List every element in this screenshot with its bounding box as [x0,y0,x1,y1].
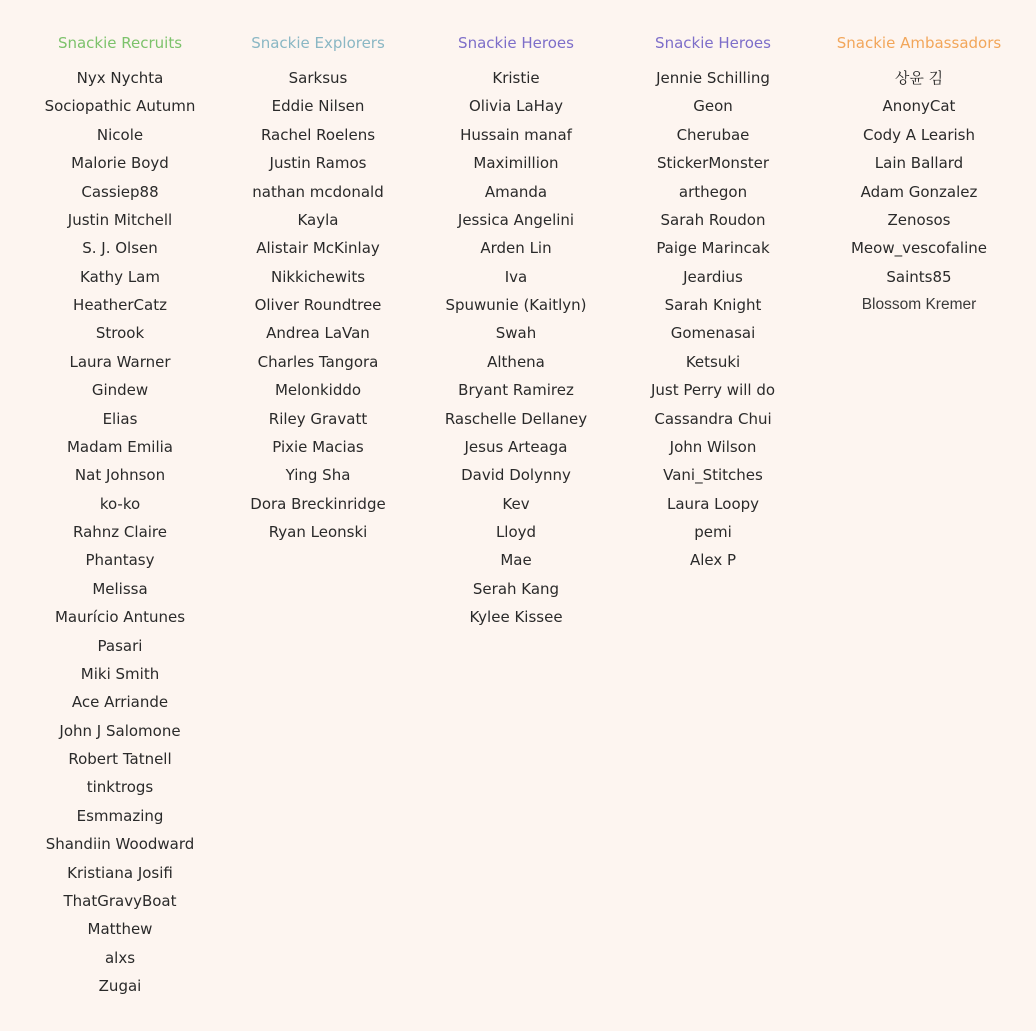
supporter-name: Jeardius [683,267,743,286]
supporter-name: Just Perry will do [650,381,776,400]
supporter-name: Strook [95,324,145,343]
supporter-name: Esmmazing [76,806,164,825]
supporter-name: Rahnz Claire [72,523,167,541]
supporter-name: Malorie Boyd [71,154,169,173]
column-snackie-heroes-1 [418,31,614,634]
supporter-name: Sociopathic Autumn [44,97,196,116]
supporter-name: Riley Gravatt [268,409,368,428]
supporter-name: Jennie Schilling [656,69,770,87]
supporter-name: StickerMonster [656,154,770,173]
name-list-explorers [220,66,416,548]
supporter-name: Iva [504,267,528,286]
supporter-name: Melissa [92,579,148,598]
column-title-explorers: Snackie Explorers [251,34,385,52]
supporter-name: Laura Warner [69,352,171,371]
supporter-name: Cassiep88 [81,182,159,201]
supporter-name: Amanda [484,182,548,201]
supporter-name: Pasari [97,636,143,655]
supporter-name: Gomenasai [670,324,756,343]
supporter-name: Zenosos [887,210,951,229]
supporter-name: Meow_vescofaline [850,239,987,258]
supporter-name: Kylee Kissee [469,608,563,627]
supporter-name: Kristiana Josifi [67,863,173,882]
supporter-name: Ace Arriande [71,693,169,712]
supporter-name: Melonkiddo [274,381,362,400]
supporter-name: Elias [102,409,138,428]
supporter-name: Laura Loopy [666,494,760,513]
supporter-name: Miki Smith [80,664,160,683]
supporter-name: Cody A Learish [862,125,976,144]
supporter-name: nathan mcdonald [252,182,384,201]
supporter-name: Dora Breckinridge [250,494,386,513]
supporter-name: Nicole [96,125,144,144]
column-title-recruits: Snackie Recruits [57,34,183,52]
supporter-name: Vani_Stitches [663,466,763,485]
supporter-name: Adam Gonzalez [860,182,978,201]
supporter-name: Kev [502,494,530,513]
supporter-name: Oliver Roundtree [254,296,382,314]
supporter-name: Cassandra Chui [654,409,772,428]
supporter-name: Mae [500,551,532,570]
supporter-name: alxs [104,948,136,967]
supporter-name: Jessica Angelini [457,210,575,229]
supporter-name: Ryan Leonski [268,523,368,541]
supporter-name: Paige Marincak [656,239,770,258]
column-snackie-explorers [220,31,416,548]
supporter-name: arthegon [678,182,748,201]
supporter-name: ko-ko [99,494,141,513]
column-title-ambassadors: Snackie Ambassadors [836,34,1002,52]
supporter-name: Nat Johnson [74,466,166,485]
name-list-heroes-1 [418,66,614,634]
supporter-name: Kathy Lam [80,267,160,286]
supporter-name: Sarah Knight [664,296,762,314]
name-list-recruits [22,66,218,1002]
supporter-name: Sarksus [288,69,348,87]
supporter-name: John J Salomone [59,721,181,740]
supporter-name: Sarah Roudon [660,210,766,229]
supporter-name: Phantasy [85,551,155,570]
supporter-name: Matthew [87,920,153,939]
supporter-name: Raschelle Dellaney [444,409,588,428]
supporter-name: Eddie Nilsen [271,97,365,116]
supporter-name: Swah [495,324,537,343]
supporter-name: S. J. Olsen [82,239,158,258]
supporter-name: Shandiin Woodward [45,835,195,854]
supporter-name: AnonyCat [882,97,956,116]
supporter-name: ThatGravyBoat [63,891,177,910]
name-list-heroes-2 [615,66,811,577]
supporter-name: Hussain manaf [460,125,572,144]
column-snackie-heroes-2 [615,31,811,577]
supporter-name: David Dolynny [461,466,571,485]
supporter-name: Olivia LaHay [468,97,564,116]
supporter-name: Blossom Kremer [861,296,977,313]
supporter-name: Spuwunie (Kaitlyn) [445,296,587,314]
supporter-name: Nikkichewits [270,267,366,286]
supporter-name: Saints85 [886,267,952,286]
supporter-name: Alistair McKinlay [256,239,380,258]
supporter-name: Alex P [689,551,737,570]
supporter-name: Jesus Arteaga [464,437,568,456]
column-snackie-recruits [22,31,218,1002]
supporter-name: Ying Sha [285,466,351,485]
supporter-name: Andrea LaVan [266,324,370,343]
supporter-name: Bryant Ramirez [458,381,574,400]
supporter-name: Ketsuki [685,352,741,371]
column-title-heroes-2: Snackie Heroes [655,34,771,52]
supporter-name: Zugai [98,977,142,995]
supporter-name: Kayla [297,210,339,229]
supporter-name: Althena [487,352,545,371]
name-list-ambassadors [821,66,1017,321]
supporter-name: tinktrogs [86,778,154,797]
supporter-name: Robert Tatnell [68,750,172,768]
supporter-name: Madam Emilia [66,437,173,456]
supporter-name: Justin Ramos [269,154,367,173]
supporter-name: Rachel Roelens [260,125,376,144]
supporter-name: Justin Mitchell [67,210,173,229]
supporter-name: Nyx Nychta [76,69,164,87]
supporter-name: Charles Tangora [257,352,379,371]
supporter-name: Pixie Macias [272,437,364,456]
supporter-name: Lloyd [495,523,537,541]
supporter-name: Geon [693,97,733,116]
supporter-name: HeatherCatz [73,296,167,314]
column-title-heroes-1: Snackie Heroes [458,34,574,52]
supporter-name: Lain Ballard [874,154,964,173]
column-snackie-ambassadors [821,31,1017,321]
supporter-name: pemi [694,523,732,541]
supporter-name: Kristie [492,69,540,87]
supporter-name: Maurício Antunes [54,608,186,627]
supporter-name: Serah Kang [472,579,560,598]
supporter-name: 상윤 김 [894,69,944,87]
supporter-name: John Wilson [669,437,757,456]
supporter-name: Gindew [91,381,149,400]
supporter-name: Maximillion [473,154,559,173]
supporter-name: Cherubae [676,125,750,144]
supporter-name: Arden Lin [480,239,552,258]
